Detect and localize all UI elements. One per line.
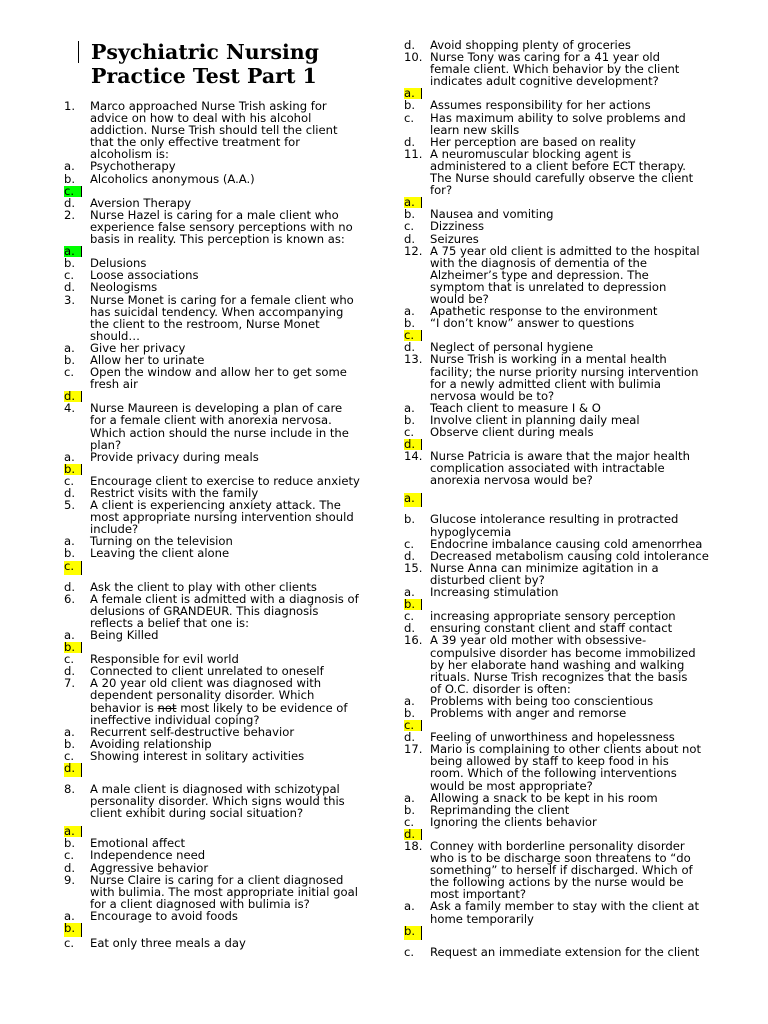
answer-highlight: a. xyxy=(404,493,422,507)
option-text: Restrict visits with the family xyxy=(90,486,259,500)
question-number: 14. xyxy=(404,449,423,464)
answer-highlight: d. xyxy=(64,391,82,402)
option-letter: d. xyxy=(404,548,416,563)
question-number: 13. xyxy=(404,352,423,367)
answer-highlight: b. xyxy=(64,464,82,475)
question-text-line: Nurse Claire is caring for a client diagnosed xyxy=(90,872,344,887)
option-text: hypoglycemia xyxy=(430,524,512,539)
question-text-line: personality disorder. Which signs would this xyxy=(90,794,345,809)
question-text-line: facility; the nurse priority nursing intervention xyxy=(430,364,699,379)
question-18 xyxy=(404,840,724,900)
option-letter: a. xyxy=(64,159,75,174)
question-text-line: ineffective individual coping? xyxy=(90,712,260,727)
option-text: Neologisms xyxy=(90,280,158,295)
option-text: Avoid shopping plenty of groceries xyxy=(430,38,631,52)
text-cursor-bar xyxy=(78,41,79,63)
question-text-line: for? xyxy=(430,183,453,198)
option-letter: a. xyxy=(404,304,415,319)
option-text: Delusions xyxy=(90,256,147,271)
option-text: Encourage client to exercise to reduce anxiety xyxy=(90,473,360,488)
option-letter: c. xyxy=(404,219,415,234)
option-text: Turning on the television xyxy=(90,534,233,549)
question-12 xyxy=(404,245,724,305)
answer-highlight: d. xyxy=(404,829,422,840)
option-text: Alcoholics anonymous (A.A.) xyxy=(90,171,255,186)
option-a xyxy=(404,586,724,598)
question-text-line: Nurse Maureen is developing a plan of care xyxy=(90,401,343,416)
option-letter: d. xyxy=(404,621,416,636)
question-1 xyxy=(64,100,382,160)
question-text-line: rituals. Nurse Trish recognizes that the basis xyxy=(430,669,688,684)
option-c xyxy=(64,366,382,390)
option-c-answer xyxy=(64,560,382,575)
option-letter: a. xyxy=(404,790,415,805)
question-text-line: behavior is not most likely to be evidence of xyxy=(90,700,348,715)
option-letter: b. xyxy=(404,316,416,331)
option-d xyxy=(404,233,724,245)
question-text-line: room. Which of the following interventions xyxy=(430,766,677,781)
question-7 xyxy=(64,677,382,725)
question-text-line: Mario is complaining to other clients about not xyxy=(430,742,702,757)
question-text-line: A 20 year old client was diagnosed with xyxy=(90,676,322,691)
question-17 xyxy=(404,743,724,791)
answer-highlight: a. xyxy=(64,826,82,837)
question-text-line: for a client diagnosed with bulimia is? xyxy=(90,896,310,911)
option-letter: b. xyxy=(64,546,76,561)
option-text: Observe client during meals xyxy=(430,425,594,439)
question-number: 4. xyxy=(64,401,76,416)
option-letter: b. xyxy=(64,736,76,751)
question-text-line: A 75 year old client is admitted to the hospital xyxy=(430,243,700,258)
question-number: 7. xyxy=(64,676,76,691)
question-text-line: by her elaborate hand washing and walking xyxy=(430,657,685,672)
option-text: Ask a family member to stay with the client at xyxy=(430,899,700,914)
question-9 xyxy=(64,874,382,910)
question-text-line: client exhibit during social situation? xyxy=(90,806,304,821)
right-column xyxy=(404,39,724,958)
option-letter: b. xyxy=(404,512,416,527)
option-text: Dizziness xyxy=(430,219,485,234)
option-letter: d. xyxy=(64,860,76,875)
answer-highlight: b. xyxy=(404,599,422,610)
question-text-line: being allowed by staff to keep food in his xyxy=(430,754,669,769)
option-letter: d. xyxy=(64,280,76,295)
question-14 xyxy=(404,450,724,486)
option-letter: d. xyxy=(64,664,76,679)
question-text-line: the client to the restroom, Nurse Monet xyxy=(90,316,320,331)
option-letter: d. xyxy=(404,231,416,246)
question-text-line: the following actions by the nurse would be xyxy=(430,875,684,890)
question-6 xyxy=(64,593,382,629)
question-text-line: include? xyxy=(90,522,139,537)
question-text-line: Nurse Patricia is aware that the major health xyxy=(430,449,690,464)
question-text-line: dependent personality disorder. Which xyxy=(90,688,315,703)
question-text-line: Alzheimer’s type and depression. The xyxy=(430,267,649,282)
option-text: Leaving the client alone xyxy=(90,546,230,561)
option-text: increasing appropriate sensory perception xyxy=(430,609,676,624)
option-letter: b. xyxy=(64,256,76,271)
option-b xyxy=(404,317,724,329)
option-text: Provide privacy during meals xyxy=(90,449,259,464)
option-text: Neglect of personal hygiene xyxy=(430,340,594,355)
option-text: Teach client to measure I & O xyxy=(430,400,601,415)
option-letter: b. xyxy=(404,98,416,113)
option-text: Allow her to urinate xyxy=(90,352,205,367)
option-text: Encourage to avoid foods xyxy=(90,908,238,923)
option-a xyxy=(64,629,382,641)
option-b-answer xyxy=(64,922,382,937)
option-letter: c. xyxy=(64,848,75,863)
option-letter: c. xyxy=(64,473,75,488)
option-text: Ask the client to play with other clients xyxy=(90,579,317,594)
question-text-line: A client is experiencing anxiety attack. The xyxy=(90,498,341,513)
option-letter: b. xyxy=(404,802,416,817)
question-text-line: should… xyxy=(90,328,141,343)
option-letter: d. xyxy=(404,134,416,149)
question-text-line: A 39 year old mother with obsessive- xyxy=(430,633,647,648)
question-number: 1. xyxy=(64,99,76,113)
question-number: 6. xyxy=(64,591,76,606)
question-number: 15. xyxy=(404,560,423,575)
question-text-line: female client. Which behavior by the client xyxy=(430,62,680,77)
question-text-line: most appropriate nursing intervention should xyxy=(90,510,354,525)
option-text: “I don’t know” answer to questions xyxy=(430,316,635,331)
option-text: Aversion Therapy xyxy=(90,195,192,210)
question-text-line: experience false sensory perceptions with no xyxy=(90,219,353,234)
option-letter: c. xyxy=(64,652,75,667)
option-letter: a. xyxy=(404,400,415,415)
option-text: home temporarily xyxy=(430,911,534,926)
option-c xyxy=(404,220,724,232)
option-letter: b. xyxy=(64,171,76,186)
question-text-line: Nurse Hazel is caring for a male client who xyxy=(90,207,339,222)
option-c-answer xyxy=(64,185,382,197)
option-a xyxy=(404,792,724,804)
question-number: 10. xyxy=(404,50,423,65)
option-letter: c. xyxy=(404,536,415,551)
option-letter: b. xyxy=(64,836,76,851)
option-a xyxy=(64,910,382,922)
option-b xyxy=(404,513,724,537)
question-5 xyxy=(64,499,382,535)
title-line-2: Practice Test Part 1 xyxy=(91,64,317,88)
question-number: 11. xyxy=(404,146,423,161)
question-text-line: complication associated with intractable xyxy=(430,461,665,476)
option-b xyxy=(404,99,724,111)
answer-highlight: c. xyxy=(64,561,82,575)
option-a xyxy=(64,726,382,738)
title-line-1: Psychiatric Nursing xyxy=(91,40,320,64)
question-number: 2. xyxy=(64,207,76,222)
option-letter: a. xyxy=(404,899,415,914)
answer-highlight: c. xyxy=(404,330,422,341)
option-text: Ignoring the clients behavior xyxy=(430,814,597,829)
question-text-line: that the only effective treatment for xyxy=(90,135,301,150)
option-c xyxy=(64,849,382,861)
option-letter: c. xyxy=(404,944,415,959)
answer-highlight: b. xyxy=(64,642,82,653)
option-letter: d. xyxy=(64,579,76,594)
question-text-line: anorexia nervosa would be? xyxy=(430,473,593,488)
option-letter: d. xyxy=(64,195,76,210)
option-c xyxy=(404,538,724,550)
question-text-line: The Nurse should carefully observe the client xyxy=(430,171,694,186)
option-text: Being Killed xyxy=(90,627,159,642)
option-text: Avoiding relationship xyxy=(90,736,212,751)
option-text: learn new skills xyxy=(430,122,520,137)
option-letter: a. xyxy=(404,585,415,600)
option-letter: d. xyxy=(404,340,416,355)
option-letter: c. xyxy=(64,748,75,763)
left-column xyxy=(64,0,382,949)
question-number: 5. xyxy=(64,498,76,513)
option-c xyxy=(64,937,382,949)
answer-highlight: a. xyxy=(404,88,422,99)
option-letter: b. xyxy=(404,412,416,427)
answer-highlight: b. xyxy=(64,923,82,937)
answer-highlight: a. xyxy=(64,246,82,257)
option-b xyxy=(404,804,724,816)
answer-highlight: d. xyxy=(64,763,82,777)
option-text: Eat only three meals a day xyxy=(90,936,246,950)
question-text-line: compulsive disorder has become immobilized xyxy=(430,645,696,660)
option-letter: a. xyxy=(64,340,75,355)
option-letter: d. xyxy=(404,38,416,52)
option-d xyxy=(64,581,382,593)
page-title xyxy=(64,40,382,88)
option-a xyxy=(64,451,382,463)
question-text-line: Nurse Monet is caring for a female client who xyxy=(90,292,354,307)
question-text-line: Marco approached Nurse Trish asking for xyxy=(90,99,327,113)
option-text: Endocrine imbalance causing cold amenorrhea xyxy=(430,536,703,551)
question-text-line: who is to be discharge soon threatens to “do xyxy=(430,851,691,866)
answer-highlight: a. xyxy=(404,197,422,208)
question-number: 16. xyxy=(404,633,423,648)
option-text: Reprimanding the client xyxy=(430,802,570,817)
question-text-line: most important? xyxy=(430,887,527,902)
question-text-line: alcoholism is: xyxy=(90,147,169,162)
question-text-line: something” to herself if discharged. Which of xyxy=(430,863,693,878)
option-letter: b. xyxy=(404,207,416,222)
question-text-line: Nurse Anna can minimize agitation in a xyxy=(430,560,659,575)
question-text-line: delusions of GRANDEUR. This diagnosis xyxy=(90,603,319,618)
option-c xyxy=(404,946,724,958)
question-number: 17. xyxy=(404,742,423,757)
question-number: 12. xyxy=(404,243,423,258)
option-letter: a. xyxy=(64,908,75,923)
question-text-line: would be? xyxy=(430,291,489,306)
question-text-line: plan? xyxy=(90,437,122,452)
option-c xyxy=(404,112,724,136)
option-text: Psychotherapy xyxy=(90,159,176,174)
option-a-answer xyxy=(404,492,724,507)
option-c xyxy=(404,816,724,828)
answer-highlight: d. xyxy=(404,439,422,450)
option-text: Connected to client unrelated to oneself xyxy=(90,664,324,679)
option-text: Feeling of unworthiness and hopelessness xyxy=(430,730,675,745)
question-number: 3. xyxy=(64,292,76,307)
option-text: Increasing stimulation xyxy=(430,585,559,600)
question-text-line: A female client is admitted with a diagnosis of xyxy=(90,591,359,606)
option-letter: c. xyxy=(64,936,75,950)
question-text-line: Which action should the nurse include in the xyxy=(90,425,349,440)
question-text-line: reflects a belief that one is: xyxy=(90,615,250,630)
question-text-line: of O.C. disorder is often: xyxy=(430,681,571,696)
option-text: ensuring constant client and staff contact xyxy=(430,621,673,636)
option-text: Has maximum ability to solve problems and xyxy=(430,110,686,125)
option-letter: c. xyxy=(404,425,415,439)
question-number: 8. xyxy=(64,781,76,796)
question-text-line: Nurse Trish is working in a mental health xyxy=(430,352,667,367)
option-text: Recurrent self-destructive behavior xyxy=(90,724,295,739)
question-text-line: would be most appropriate? xyxy=(430,778,593,793)
option-text: Give her privacy xyxy=(90,340,186,355)
option-text: Responsible for evil world xyxy=(90,652,239,667)
question-text-line: nervosa would be to? xyxy=(430,388,555,403)
option-d xyxy=(64,862,382,874)
question-text-line: Nurse Tony was caring for a 41 year old xyxy=(430,50,660,65)
option-text: Request an immediate extension for the client xyxy=(430,944,700,959)
question-text-line: for a newly admitted client with bulimia xyxy=(430,376,661,391)
answer-highlight: c. xyxy=(64,186,82,197)
option-letter: c. xyxy=(404,609,415,624)
option-letter: a. xyxy=(64,534,75,549)
question-text-line: with the diagnosis of dementia of the xyxy=(430,255,648,270)
option-text: Decreased metabolism causing cold intolerance xyxy=(430,548,709,563)
question-13 xyxy=(404,353,724,401)
question-text-line: basis in reality. This perception is known as: xyxy=(90,232,345,247)
strikethrough-word: not xyxy=(157,700,177,715)
question-text-line: for a female client with anorexia nervosa. xyxy=(90,413,332,428)
option-text: Apathetic response to the environment xyxy=(430,304,658,319)
option-letter: a. xyxy=(64,449,75,464)
question-10 xyxy=(404,51,724,87)
option-text: Nausea and vomiting xyxy=(430,207,554,222)
question-2 xyxy=(64,209,382,245)
option-text: Independence need xyxy=(90,848,206,863)
option-letter: a. xyxy=(64,627,75,642)
question-text-line: with bulimia. The most appropriate initial goal xyxy=(90,884,358,899)
option-letter: c. xyxy=(64,365,75,380)
option-text: Open the window and allow her to get some xyxy=(90,365,347,380)
option-text: Loose associations xyxy=(90,268,199,283)
option-letter: b. xyxy=(404,705,416,720)
option-c xyxy=(64,750,382,762)
question-number: 18. xyxy=(404,839,423,853)
option-text: Problems with being too conscientious xyxy=(430,693,654,708)
question-text-line: has suicidal tendency. When accompanying xyxy=(90,304,344,319)
question-number: 9. xyxy=(64,872,76,887)
option-letter: d. xyxy=(404,730,416,745)
option-letter: a. xyxy=(404,693,415,708)
question-15 xyxy=(404,562,724,586)
option-letter: c. xyxy=(404,110,415,125)
option-c xyxy=(404,426,724,438)
question-16 xyxy=(404,634,724,694)
option-a xyxy=(64,160,382,172)
question-text-line: disturbed client by? xyxy=(430,572,545,587)
question-8 xyxy=(64,783,382,819)
question-3 xyxy=(64,294,382,342)
option-text: Emotional affect xyxy=(90,836,186,851)
option-a xyxy=(404,900,724,924)
option-d xyxy=(64,281,382,293)
answer-highlight: b. xyxy=(404,926,422,940)
option-letter: a. xyxy=(64,724,75,739)
question-11 xyxy=(404,148,724,196)
option-text: fresh air xyxy=(90,377,138,392)
option-letter: d. xyxy=(64,486,76,500)
option-b-answer xyxy=(404,925,724,940)
option-text: Seizures xyxy=(430,231,479,246)
question-text-line: addiction. Nurse Trish should tell the client xyxy=(90,123,338,138)
option-text: Her perception are based on reality xyxy=(430,134,636,149)
option-text: Problems with anger and remorse xyxy=(430,705,627,720)
option-b xyxy=(64,547,382,559)
option-letter: c. xyxy=(404,814,415,829)
option-b xyxy=(64,173,382,185)
question-text-line: A male client is diagnosed with schizotypal xyxy=(90,781,340,796)
question-text-line: administered to a client before ECT therapy. xyxy=(430,158,686,173)
option-d-answer xyxy=(64,762,382,777)
question-text-line: advice on how to deal with his alcohol xyxy=(90,111,312,126)
option-letter: b. xyxy=(64,352,76,367)
option-text: Involve client in planning daily meal xyxy=(430,412,640,427)
question-text-line: indicates adult cognitive development? xyxy=(430,74,659,89)
option-text: Allowing a snack to be kept in his room xyxy=(430,790,658,805)
question-text-line: A neuromuscular blocking agent is xyxy=(430,146,632,161)
option-text: Showing interest in solitary activities xyxy=(90,748,305,763)
option-text: Glucose intolerance resulting in protracted xyxy=(430,512,679,527)
question-text-line: symptom that is unrelated to depression xyxy=(430,279,667,294)
option-text: Aggressive behavior xyxy=(90,860,209,875)
option-letter: c. xyxy=(64,268,75,283)
option-b xyxy=(404,707,724,719)
option-text: Assumes responsibility for her actions xyxy=(430,98,651,113)
answer-highlight: c. xyxy=(404,720,422,731)
question-text-line: Conney with borderline personality disorder xyxy=(430,839,685,853)
question-4 xyxy=(64,402,382,450)
